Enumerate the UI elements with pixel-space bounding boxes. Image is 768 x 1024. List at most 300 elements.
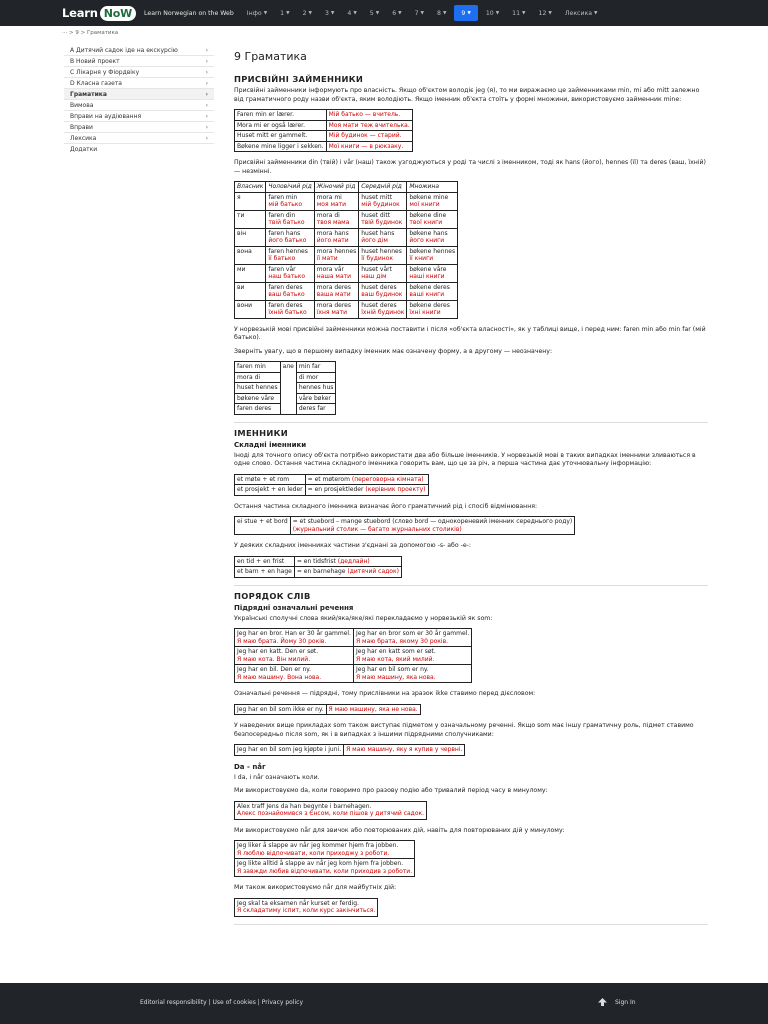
ukrainian-text: її будинок [361,255,393,262]
table-cell [407,264,458,282]
table-cell [305,474,428,485]
table-row [235,647,472,665]
table-cell [235,665,354,683]
paragraph: Ми використовуємо da, коли говоримо про разову подію або тривалий період часу в минулому: [234,787,548,794]
table-cell: faren deres [235,404,281,415]
chevron-down-icon: ▼ [330,10,335,16]
possessive-pronoun-table [234,181,458,319]
table-cell [314,246,358,264]
table-cell [407,210,458,228]
nav-item-3[interactable] [320,5,339,21]
section-heading-nouns: ІМЕННИКИ [234,427,288,438]
nav-item-label: Інфо [246,9,262,17]
table-cell [353,665,471,683]
comparison-table [234,361,336,415]
ukrainian-text: твої книги [409,219,443,226]
nav-item-label: 12 [538,9,547,17]
table-cell: ei stue + et bord [235,517,291,535]
norwegian-text: bøkene dine [409,211,447,219]
sidebar-item-label: B Новий проект [70,57,120,65]
table-cell [266,192,314,210]
nav-item-7[interactable] [410,5,429,21]
table-cell [359,246,407,264]
table-cell [359,300,407,318]
table-cell [359,210,407,228]
example-table [234,744,465,756]
nav-item-11[interactable] [507,5,530,21]
ukrainian-text: (дитячий садок) [347,568,399,575]
table-cell: Jeg har en bil som ikke er ny. [235,704,327,715]
nav-item-label: 8 [437,9,441,17]
ukrainian-text: твій будинок [361,219,403,226]
table-row [235,556,402,567]
paragraph: У деяких складних іменниках частини з'єднані за допомогою -s- або -e-: [234,542,471,549]
chevron-down-icon: ▼ [594,10,598,16]
nav-item-label: 7 [414,9,419,17]
table-cell [266,282,314,300]
table-cell: hennes hus [296,383,336,394]
table-cell [266,228,314,246]
table-cell: Faren min er lærer. [235,110,327,121]
table-cell [314,228,358,246]
nav-item-6[interactable] [387,5,406,21]
table-row [235,841,415,859]
table-cell: = et stuebord – mange stuebord (слово bord — однокореневий іменник середнього роду) (журнальний столик — багато журнальних столиків) [290,517,575,535]
sidebar-menu [64,45,214,155]
nav-item-5[interactable] [365,5,384,21]
sidebar-item-label: Вправи на аудіювання [70,112,142,120]
sidebar-item[interactable] [64,45,214,56]
compound-noun-table [234,516,575,535]
ukrainian-text: ваш будинок [361,291,403,298]
subheading: Складні іменники [234,440,307,449]
ukrainian-text: Я маю кота. Він милий. [237,655,311,663]
chevron-right-icon: › [205,68,208,76]
nav-item-label: Лексика [564,9,593,17]
table-cell: et prosjekt + en leder [235,485,306,496]
ukrainian-text: його дім [361,237,388,244]
table-cell [359,192,407,210]
norwegian-text: = en barnehage [296,568,348,575]
norwegian-text: huset vårt [361,265,392,273]
table-cell [407,282,458,300]
sidebar-item[interactable] [64,56,214,67]
table-cell [359,282,407,300]
ukrainian-text: твоя мама [316,219,350,226]
chevron-down-icon: ▼ [420,10,425,16]
chevron-down-icon: ▼ [308,10,312,16]
ukrainian-text: ваш батько [268,291,305,298]
table-cell: Bøkene mine ligger i sekken. [235,141,327,152]
column-header: Множина [407,182,458,193]
norwegian-text: Jeg likte alltid å slappe av når jeg kom hjem fra jobben. [237,860,404,867]
chevron-right-icon: › [205,134,208,142]
sidebar-item-label: Граматика [70,90,107,98]
compound-noun-table [234,556,402,578]
nav-item-label: 4 [347,9,352,17]
table-cell [266,210,314,228]
table-row [235,567,402,578]
table-row [235,210,458,228]
chevron-right-icon: › [205,112,208,120]
table-cell [266,300,314,318]
table-row [235,141,413,152]
norwegian-text: Jeg liker å slappe av når jeg kommer hjem fra jobben. [237,842,399,849]
norwegian-text: bøkene våre [409,265,447,273]
link-separator: | [206,999,213,1006]
nav-item-label: 11 [512,9,521,17]
subheading: Da - når [234,762,266,771]
chevron-down-icon: ▼ [467,10,471,16]
table-cell: et møte + et rom [235,474,306,485]
nav-item-12[interactable] [534,5,557,21]
table-cell [353,647,471,665]
norwegian-text: mora di [316,211,340,219]
subheading: Підрядні означальні речення [234,603,354,612]
example-table [234,704,421,716]
main-nav [242,0,606,26]
ukrainian-text: ваші книги [409,291,445,298]
divider [234,585,708,586]
ukrainian-text: її книги [409,255,434,262]
nav-item-label: 5 [369,9,374,17]
paragraph: Остання частина складного іменника визначає його граматичний рід і спосіб відмінювання: [234,502,538,510]
norwegian-text: mora deres [316,301,351,309]
table-cell [305,485,428,496]
norwegian-text: mora mi [316,193,342,201]
norwegian-text: mora hans [316,229,349,237]
ukrainian-text: Я маю брата. Йому 30 років. [237,637,327,645]
site-tagline: Learn Norwegian on the Web [144,9,234,17]
norwegian-text: mora deres [316,283,351,291]
nav-item-1[interactable] [275,5,294,21]
paragraph: Присвійні займенники din (твій) і vår (наш) також узгоджуються у роді та числі з іменником, тоді як hans (його), hennes (її) та deres (ваш, їхній) — незмінні. [234,159,706,175]
table-cell [353,629,471,647]
table-cell: Я маю машину, яка не нова. [326,704,420,715]
table-row [235,192,458,210]
table-cell [294,556,401,567]
relative-clause-table [234,628,472,683]
norwegian-text: Jeg har en bil. Den er ny. [237,666,311,673]
column-header: Власник [235,182,266,193]
ukrainian-text: наші книги [409,273,445,280]
paragraph: Українські сполучні слова який/яка/яке/які перекладаємо у норвезькій як som: [234,614,493,622]
table-cell: він [235,228,266,246]
table-cell [314,300,358,318]
table-row [235,801,427,819]
paragraph: У наведених вище прикладах som також виступає підметом у означальному реченні. Якщо som має іншу граматичну роль, підмет ставимо безпосередньо після som, як і в випадках з іншими підрядними сполучниками: [234,722,694,738]
nav-item-10[interactable] [481,5,504,21]
table-row [235,264,458,282]
ukrainian-text: (переговорна кімната) [351,475,424,483]
table-cell: våre bøker [296,393,336,404]
table-row [235,665,472,683]
table-cell: Мій будинок — старий. [326,131,412,142]
table-cell [266,246,314,264]
ukrainian-text: їхня мати [316,309,348,316]
ukrainian-text: ваша мати [316,291,351,298]
ukrainian-text: його книги [409,237,445,244]
nav-item-label: 3 [324,9,329,17]
table-cell: min far [296,362,336,373]
main-content [234,50,708,930]
table-cell: et barn + en hage [235,567,295,578]
nav-item-4[interactable] [342,5,361,21]
chevron-down-icon: ▼ [375,10,380,16]
table-cell: bøkene våre [235,393,281,404]
table-row [235,745,465,756]
ukrainian-text: її мати [316,255,338,262]
divider [234,924,708,925]
table-row [235,629,472,647]
norwegian-text: huset deres [361,283,397,291]
chevron-right-icon: › [205,101,208,109]
table-cell [407,192,458,210]
table-row [235,110,413,121]
sidebar-item[interactable] [64,100,214,111]
sidebar-item[interactable] [64,122,214,133]
table-cell: Мій батько — вчитель. [326,110,412,121]
sign-in-label: Sign In [615,998,636,1006]
top-navbar [0,0,768,26]
chevron-down-icon: ▼ [522,10,526,16]
table-cell: я [235,192,266,210]
table-cell [314,192,358,210]
ukrainian-text: Я маю машину, яка нова. [355,673,436,681]
table-cell: faren min [235,362,281,373]
table-cell [294,567,401,578]
table-cell: Моя мати теж вчителька. [326,120,412,131]
compound-noun-table [234,474,429,496]
table-cell [314,282,358,300]
footer-link[interactable]: Editorial responsibility [140,999,207,1006]
norwegian-text: huset hans [361,229,395,237]
sidebar-item[interactable] [64,144,214,155]
sidebar-item[interactable] [64,67,214,78]
table-header-row [235,182,458,193]
ukrainian-text: їхній будинок [361,309,405,316]
norwegian-text: huset deres [361,301,397,309]
chevron-right-icon: › [205,57,208,65]
ukrainian-text: її батько [268,255,296,262]
sidebar-item[interactable] [64,111,214,122]
footer-link[interactable]: Privacy policy [261,999,304,1006]
example-table [234,840,415,877]
example-table [234,898,378,917]
section-heading-word-order: ПОРЯДОК СЛІВ [234,590,311,601]
table-row [235,704,421,715]
sidebar-item[interactable] [64,89,214,100]
nav-item-label: 1 [280,9,285,17]
norwegian-text: Jeg har en bror som er 30 år gammel. [355,630,470,637]
table-cell: вона [235,246,266,264]
site-logo[interactable]: Learn NoW [62,6,136,21]
example-table [234,801,427,820]
footer-link[interactable]: Use of cookies [212,999,256,1006]
norwegian-text: huset ditt [361,211,391,219]
table-cell [235,859,415,877]
chevron-down-icon: ▼ [495,10,500,16]
table-cell: mora di [235,372,281,383]
chevron-down-icon: ▼ [548,10,552,16]
table-cell: але [280,362,296,415]
link-separator: | [255,999,262,1006]
table-cell: ти [235,210,266,228]
norwegian-text: faren din [268,211,296,219]
footer-links [140,999,303,1006]
nav-item-label: 2 [302,9,307,17]
norwegian-text: bøkene deres [409,301,450,309]
ukrainian-text: Я маю машину. Вона нова. [237,673,322,681]
sign-in-link[interactable] [598,998,636,1006]
sidebar-item[interactable] [64,78,214,89]
norwegian-text: faren deres [268,283,303,291]
table-cell: ви [235,282,266,300]
norwegian-text: mora hennes [316,247,357,255]
table-row [235,228,458,246]
footer [0,983,768,1024]
table-cell: Huset mitt er gammelt. [235,131,327,142]
paragraph: Означальні речення — підрядні, тому прислівники на зразок ikke ставимо перед дієсловом: [234,690,536,697]
norwegian-text: Jeg har en bil som er ny. [355,666,429,673]
table-row [235,517,575,535]
norwegian-text: = et møterom [307,475,352,483]
chevron-down-icon: ▼ [353,10,357,16]
paragraph: Іноді для точного опису об'єкта потрібно використати два або більше іменників. У норвезькій мові в таких випадках іменники зливаються в одне слово. Остання частина складного іменника говорить вам, що це за річ, а перша частина дає уточнювальну інформацію: [234,451,696,467]
table-cell [407,246,458,264]
table-cell: en tid + en frist [235,556,295,567]
ukrainian-text: наш батько [268,273,306,280]
table-row [235,898,378,916]
norwegian-text: bøkene mine [409,193,449,201]
sidebar-item-label: Вимова [70,101,94,109]
table-cell: deres far [296,404,336,415]
table-row [235,131,413,142]
table-row [235,120,413,131]
norwegian-text: Jeg har en katt. Den er søt. [237,648,319,655]
norwegian-text: bøkene hans [409,229,448,237]
norwegian-text: Jeg har en bror. Han er 30 år gammel. [237,630,351,637]
sidebar-item-label: D Класна газета [70,79,122,87]
norwegian-text: huset hennes [361,247,402,255]
norwegian-text: Jeg har en katt som er søt. [355,648,436,655]
norwegian-text: faren min [268,193,298,201]
paragraph: У норвезькій мові присвійні займенники можна поставити і після «об'єкта власності», як у таблиці вище, і перед ним: faren min або min far (мій батько). [234,325,706,341]
ukrainian-text: його батько [268,237,307,244]
table-cell [266,264,314,282]
sidebar-item-label: Лексика [70,134,97,142]
column-header: Середній рід [359,182,407,193]
table-row [235,859,415,877]
table-cell: Alex traff Jens da han begynte i barnehagen. Алекс познайомився з Єнсом, коли пішов у дитячий садок. [235,801,427,819]
ukrainian-text: їхні книги [409,309,441,316]
ukrainian-text: Я маю кота, який милий. [355,655,435,663]
sidebar-item-label: C Лікарня у Фіордвіку [70,68,140,76]
norwegian-text: faren hans [268,229,301,237]
paragraph: Ми також використовуємо når для майбутніх дій: [234,884,397,891]
table-row [235,474,429,485]
table-cell [235,841,415,859]
ukrainian-text: Я люблю відпочивати, коли приходжу з роботи. [237,849,390,857]
norwegian-text: = en tidsfrist [296,557,338,565]
ukrainian-text: його мати [316,237,349,244]
section-heading-possessive: ПРИСВІЙНІ ЗАЙМЕННИКИ [234,74,364,84]
page-title: 9 Граматика [234,50,307,63]
norwegian-text: huset mitt [361,193,393,201]
sidebar-item-label: A Дитячий садок іде на екскурсію [70,46,178,54]
norwegian-text: = en prosjektleder [307,486,366,493]
ukrainian-text: мій будинок [361,201,400,208]
sidebar-item-label: Вправи [70,123,93,131]
table-cell: huset hennes [235,383,281,394]
table-cell: di mor [296,372,336,383]
ukrainian-text: твій батько [268,219,305,226]
ukrainian-text: мої книги [409,201,440,208]
sign-in-icon [598,998,607,1006]
chevron-right-icon: › [205,46,208,54]
table-cell: Я маю машину, яку я купив у червні. [344,745,465,756]
nav-item-2[interactable] [298,5,317,21]
table-cell: вони [235,300,266,318]
chevron-down-icon: ▼ [398,10,402,16]
nav-item-Лексика[interactable] [560,5,603,21]
chevron-down-icon: ▼ [286,10,290,16]
norwegian-text: bøkene deres [409,283,450,291]
table-cell [235,629,354,647]
table-row [235,485,429,496]
ukrainian-text: мій батько [268,201,303,208]
table-cell [407,300,458,318]
sidebar-item-label: Додатки [70,146,98,153]
table-cell [314,210,358,228]
ukrainian-text: Я завжди любив відпочивати, коли приходив з роботи. [237,867,413,875]
nav-item-label: 9 [461,9,466,17]
chevron-down-icon: ▼ [442,10,447,16]
nav-item-8[interactable] [432,5,451,21]
norwegian-text: faren deres [268,301,303,309]
ukrainian-text: наша мати [316,273,352,280]
table-row [235,362,336,373]
ukrainian-text: наш дім [361,273,387,280]
sidebar-item[interactable] [64,133,214,144]
norwegian-text: faren hennes [268,247,308,255]
nav-item-label: 10 [485,9,494,17]
table-row [235,300,458,318]
paragraph: Зверніть увагу, що в першому випадку іменник має означену форму, а в другому — неозначену: [234,347,553,355]
table-cell: Mora mi er også lærer. [235,120,327,131]
chevron-down-icon: ▼ [263,10,268,16]
nav-item-Інфо[interactable] [242,5,272,21]
table-cell [359,264,407,282]
table-row [235,282,458,300]
norwegian-text: bøkene hennes [409,247,456,255]
nav-item-9[interactable] [454,5,477,21]
norwegian-text: mora vår [316,265,345,273]
table-cell [407,228,458,246]
paragraph: І da, і når означають коли. [234,773,320,781]
divider [234,422,708,423]
norwegian-text: faren vår [268,265,296,273]
ukrainian-text: їхній батько [268,309,307,316]
breadcrumb[interactable]: ··· > 9 > Граматика [62,30,119,36]
table-cell: Jeg skal ta eksamen når kurset er ferdig. Я складатиму іспит, коли курс закінчиться. [235,898,378,916]
ukrainian-text: (дедлайн) [337,557,370,565]
ukrainian-text: моя мати [316,201,347,208]
table-cell [235,647,354,665]
chevron-right-icon: › [205,90,208,98]
nav-item-label: 6 [392,9,397,17]
table-cell [314,264,358,282]
